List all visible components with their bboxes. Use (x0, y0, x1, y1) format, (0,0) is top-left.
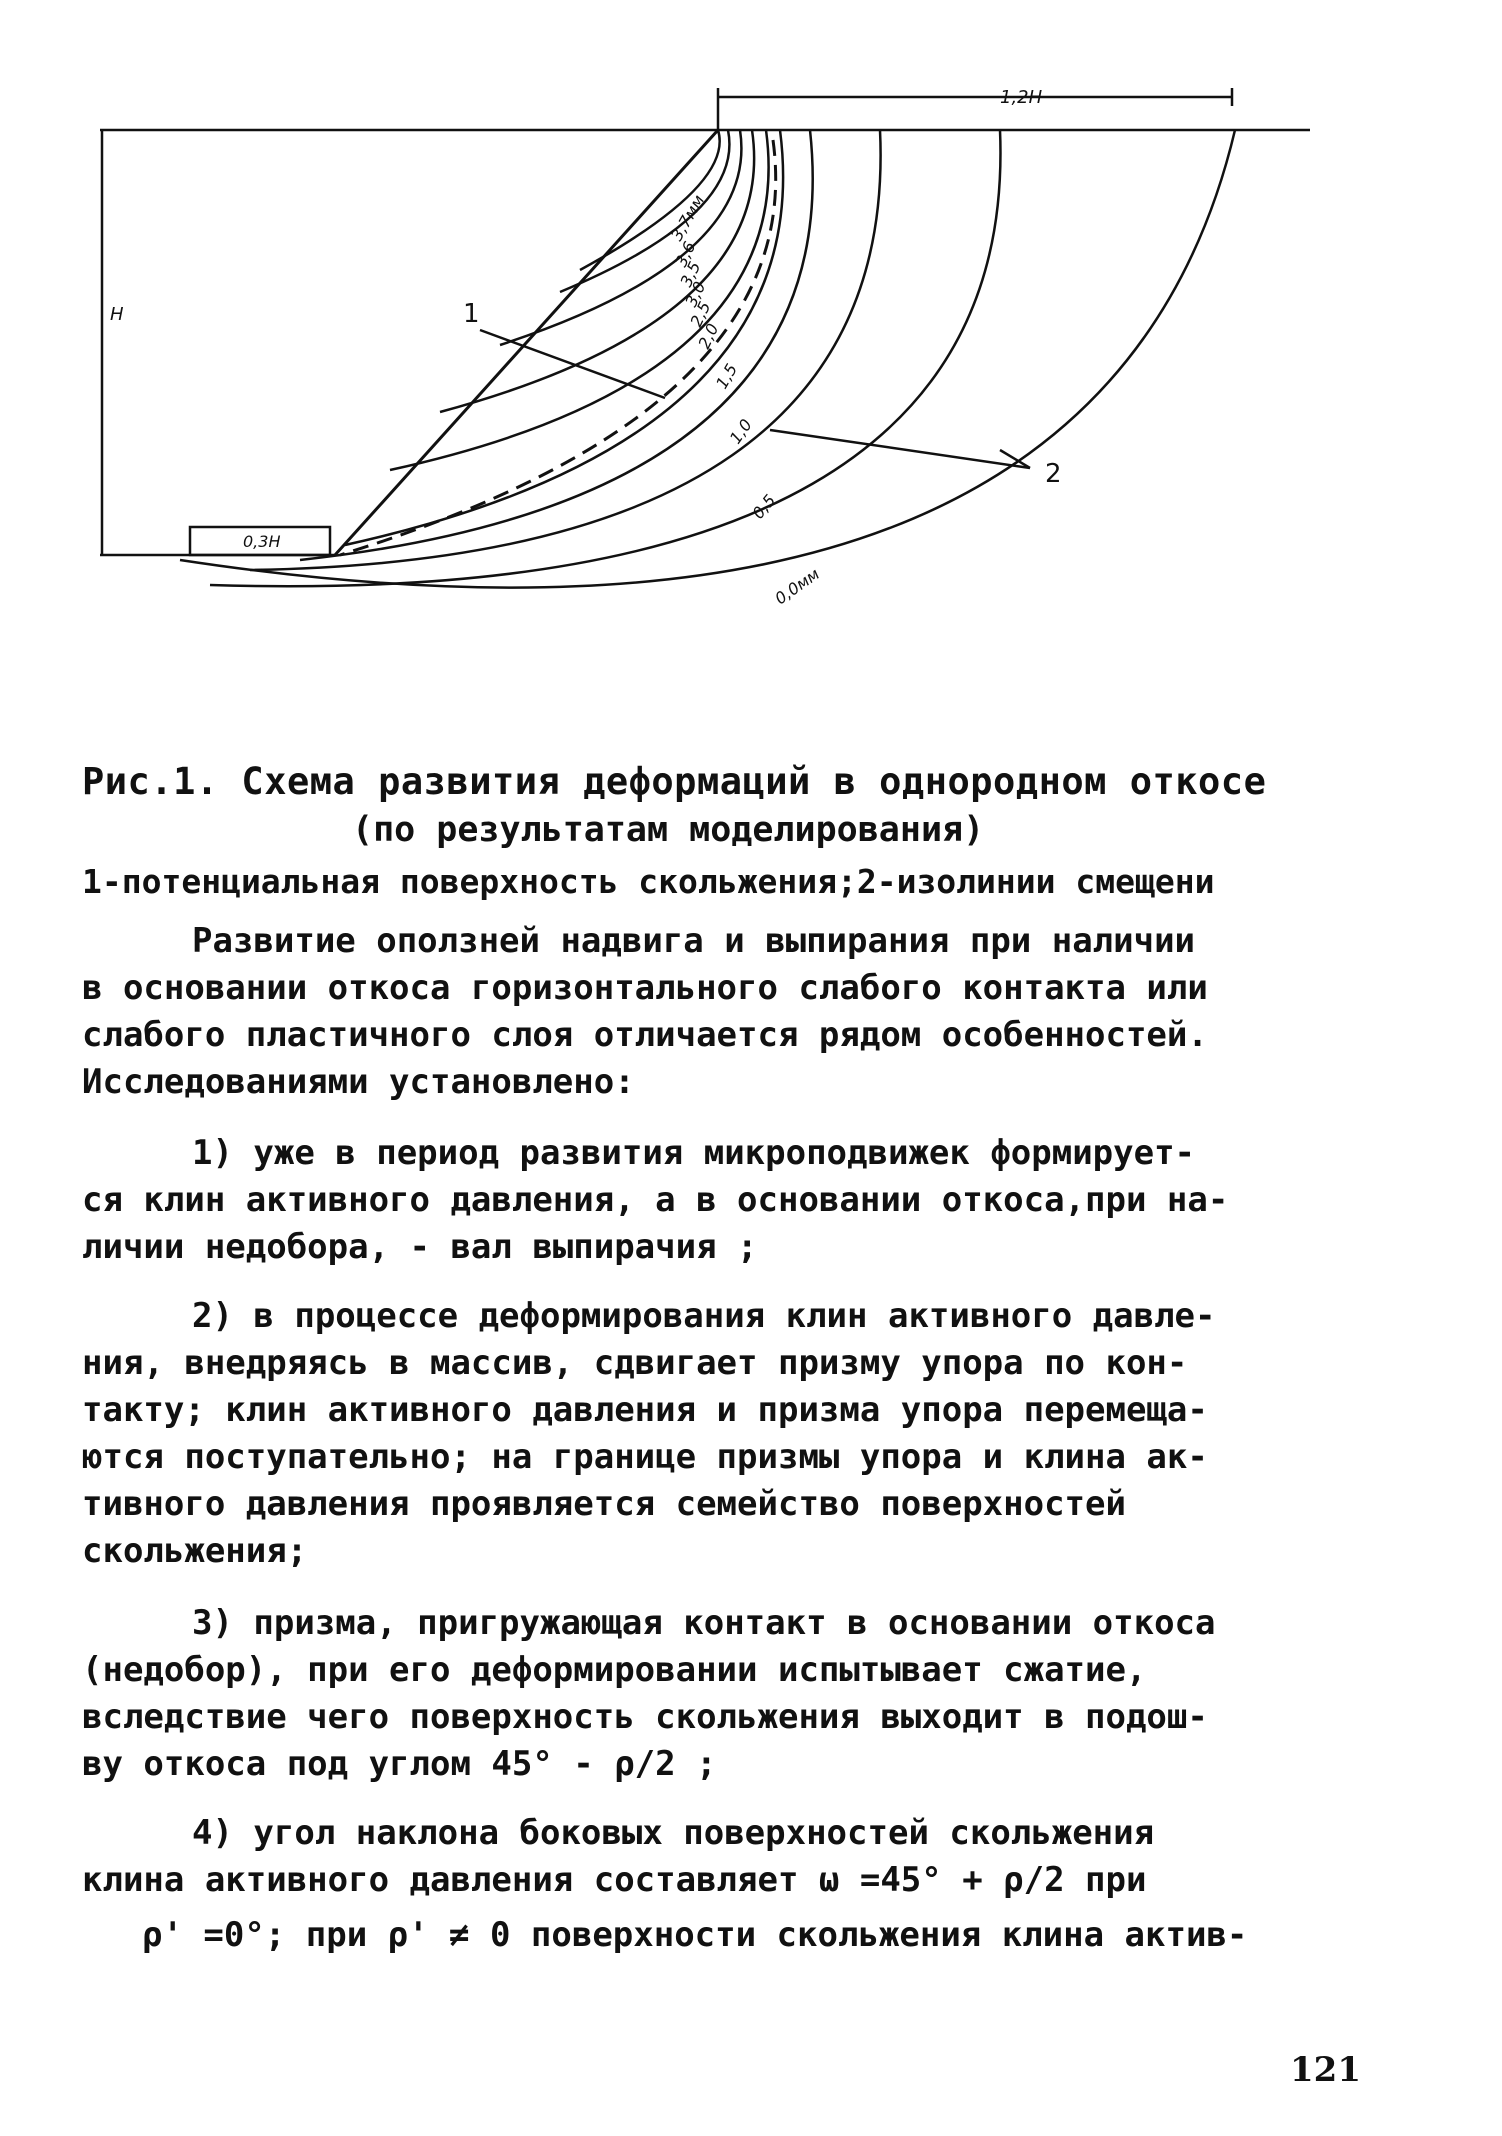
text-line: 4) угол наклона боковых поверхностей скольжения (192, 1813, 1155, 1853)
isoline-label-3-0: 3,0 (681, 278, 710, 310)
list-item-4-continued (82, 1912, 1422, 1959)
text-line: ρ' =0°; при ρ' ≠ 0 поверхности скольжения клина актив- (142, 1915, 1248, 1955)
text-line: в основании откоса горизонтального слабого контакта или (82, 968, 1208, 1008)
paragraph-intro (82, 918, 1422, 1106)
isoline-label-2-5: 2,5 (686, 298, 715, 330)
figure-caption-legend: 1-потенциальная поверхность скольжения;2-изолинии смещени (82, 862, 1215, 901)
page-number: 121 (1290, 2050, 1361, 2090)
text-line: такту; клин активного давления и призма упора перемеща- (82, 1390, 1208, 1430)
text-line: личии недобора, - вал выпирачия ; (82, 1227, 758, 1267)
list-item-4 (82, 1810, 1422, 1904)
slope-deformation-diagram (0, 0, 1502, 720)
isoline-label-3-6: 3,6 (671, 238, 700, 270)
text-line: ются поступательно; на границе призмы упора и клина ак- (82, 1437, 1208, 1477)
text-line: ния, внедряясь в массив, сдвигает призму упора по кон- (82, 1343, 1188, 1383)
isoline-label-1-0: 1,0 (725, 415, 756, 448)
isoline-label-0-0: 0,0мм (771, 564, 823, 609)
list-item-1 (82, 1130, 1422, 1271)
isoline-label-3-5: 3,5 (676, 258, 705, 290)
isoline-label-1-5: 1,5 (712, 360, 742, 392)
isoline-label-0-5: 0,5 (748, 490, 780, 523)
text-line: скольжения; (82, 1531, 308, 1571)
text-line: Развитие оползней надвига и выпирания при наличии (192, 921, 1196, 961)
figure-caption-subtitle: (по результатам моделирования) (352, 810, 985, 850)
text-line: ся клин активного давления, а в основании откоса,при на- (82, 1180, 1229, 1220)
text-line: Исследованиями установлено: (82, 1062, 635, 1102)
isoline-1-0 (250, 130, 881, 570)
list-item-3 (82, 1600, 1422, 1788)
isoline-3-0 (440, 130, 754, 412)
dim-bottom-label: 0,3H (243, 532, 281, 551)
list-item-2 (82, 1293, 1422, 1575)
text-line: тивного давления проявляется семейство поверхностей (82, 1484, 1126, 1524)
text-line: 1) уже в период развития микроподвижек формирует- (192, 1133, 1196, 1173)
text-line: клина активного давления составляет ω =45° + ρ/2 при (82, 1860, 1147, 1900)
isoline-label-2-0: 2,0 (694, 320, 723, 352)
isoline-1-5 (300, 130, 813, 560)
text-line: ву откоса под углом 45° - ρ/2 ; (82, 1744, 717, 1784)
dim-top-label: 1,2H (1000, 87, 1043, 108)
text-line: 2) в процессе деформирования клин активного давле- (192, 1296, 1216, 1336)
figure-caption-title: Рис.1. Схема развития деформаций в однородном откосе (82, 760, 1267, 803)
callout-1: 1 (463, 299, 480, 329)
dim-height-label: H (110, 304, 124, 325)
isoline-2-5 (390, 130, 769, 470)
text-line: (недобор), при его деформировании испытывает сжатие, (82, 1650, 1147, 1690)
text-line: слабого пластичного слоя отличается рядом особенностей. (82, 1015, 1208, 1055)
text-line: вследствие чего поверхность скольжения выходит в подош- (82, 1697, 1208, 1737)
isoline-label-3-7: 3,7мм (667, 191, 709, 244)
callout-2: 2 (1045, 459, 1062, 489)
text-line: 3) призма, пригружающая контакт в основании откоса (192, 1603, 1216, 1643)
leader-2a (770, 430, 1030, 468)
